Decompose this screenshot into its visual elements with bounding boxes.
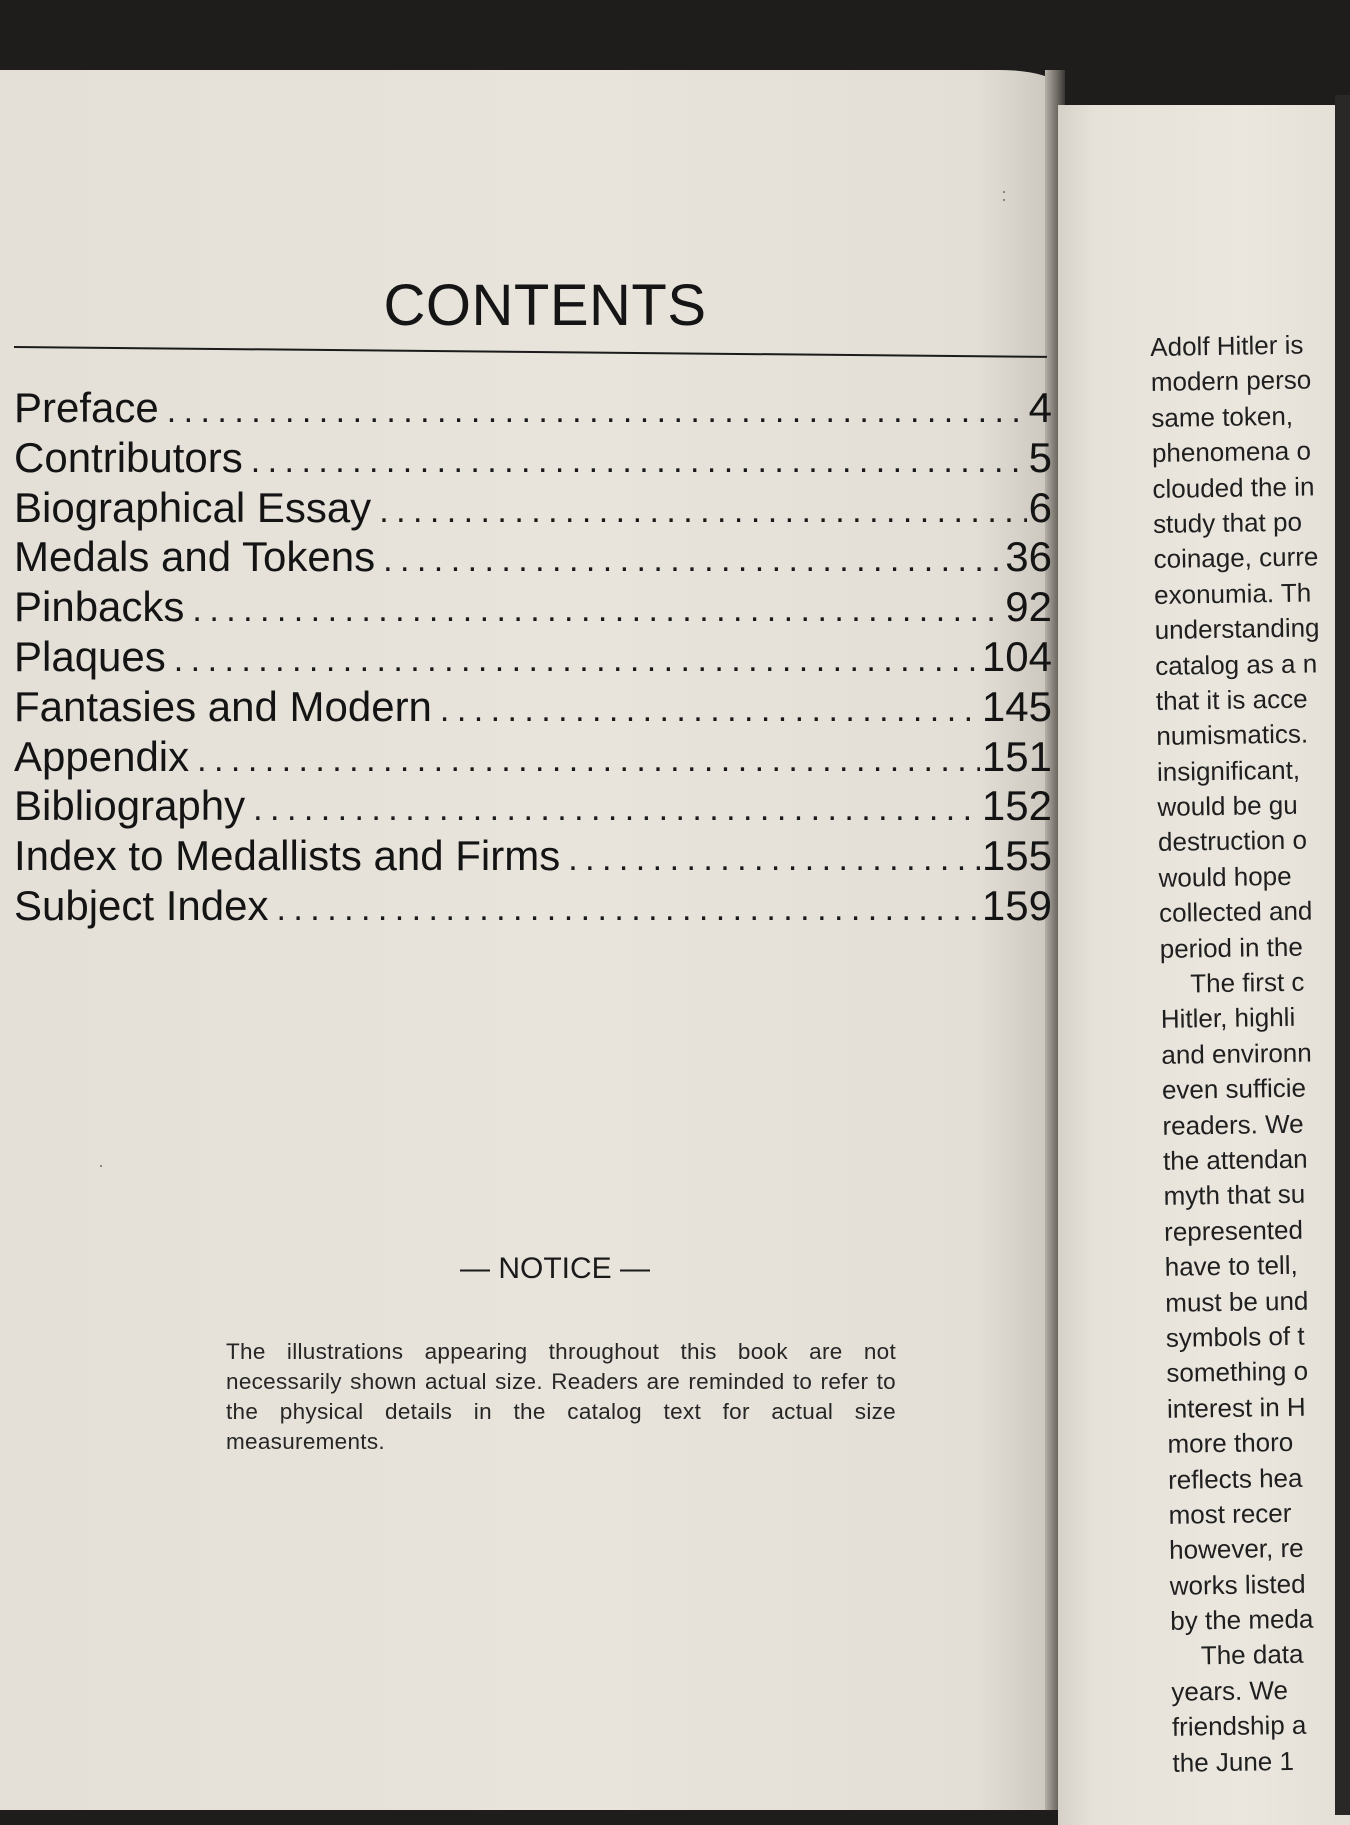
right-page-line: represented xyxy=(1163,1214,1304,1247)
toc-entry-page: 104 xyxy=(981,632,1052,680)
right-page-line: study that po xyxy=(1152,506,1303,539)
right-page-line: destruction o xyxy=(1157,825,1308,858)
toc-entry-label: Biographical Essay xyxy=(14,483,372,531)
toc-entry xyxy=(14,881,1052,931)
right-page-line: same token, xyxy=(1151,400,1294,433)
right-page-line: by the meda xyxy=(1170,1603,1314,1636)
page-title: CONTENTS xyxy=(383,273,707,338)
paper-speck xyxy=(100,1165,102,1167)
notice-text: The illustrations appearing throughout this book are not necessarily shown actual size. Readers are reminded to refer to the physical details in the catalog text for actual size measurements. xyxy=(226,1339,896,1454)
toc-entry-page: 145 xyxy=(981,682,1052,730)
right-page-line: catalog as a n xyxy=(1155,647,1318,681)
right-page-line: must be und xyxy=(1165,1285,1309,1318)
toc-dot-leader xyxy=(383,536,1003,586)
toc-dot-leader xyxy=(568,835,980,885)
right-page-line: the attendan xyxy=(1162,1143,1308,1176)
right-page-line: have to tell, xyxy=(1164,1249,1298,1283)
right-page-line: would be gu xyxy=(1157,789,1298,823)
toc-entry-label: Subject Index xyxy=(14,881,269,929)
table-of-contents xyxy=(14,383,1052,931)
right-page-line: numismatics. xyxy=(1156,718,1309,752)
toc-entry-label: Medals and Tokens xyxy=(14,533,376,581)
toc-entry-label: Appendix xyxy=(14,732,190,780)
right-page-line: something o xyxy=(1166,1355,1309,1389)
right-page-line: modern perso xyxy=(1150,364,1312,398)
toc-dot-leader xyxy=(440,686,980,736)
right-page-line: exonumia. Th xyxy=(1153,577,1312,610)
toc-entry-page: 155 xyxy=(981,832,1052,880)
right-page-line: The data xyxy=(1200,1639,1304,1671)
right-page-line: understanding xyxy=(1154,612,1320,646)
right-page-line: that it is acce xyxy=(1155,683,1308,716)
toc-entry xyxy=(14,582,1052,632)
toc-entry-page: 151 xyxy=(981,732,1052,780)
right-page-line: period in the xyxy=(1159,931,1304,964)
toc-entry xyxy=(14,433,1052,483)
toc-entry xyxy=(14,732,1052,782)
right-page-line: The first c xyxy=(1190,966,1305,999)
right-page-line: and environn xyxy=(1161,1037,1312,1070)
right-page-line: works listed xyxy=(1169,1568,1306,1601)
toc-entry xyxy=(14,483,1052,533)
toc-entry-page: 6 xyxy=(1028,483,1052,531)
right-page-line: Hitler, highli xyxy=(1160,1002,1296,1035)
toc-dot-leader xyxy=(253,785,980,835)
notice-heading: — NOTICE — xyxy=(459,1252,650,1285)
right-page-line: friendship a xyxy=(1171,1709,1307,1743)
paper-speck xyxy=(1003,199,1005,201)
toc-entry-page: 152 xyxy=(981,782,1052,830)
right-page-line: readers. We xyxy=(1162,1108,1304,1141)
right-page-line: myth that su xyxy=(1163,1179,1306,1212)
toc-entry-page: 4 xyxy=(1028,384,1052,431)
toc-entry-page: 36 xyxy=(1005,533,1052,581)
right-page-line: more thoro xyxy=(1167,1426,1294,1459)
toc-dot-leader xyxy=(277,885,980,935)
toc-dot-leader xyxy=(197,736,980,786)
right-page-line: years. We xyxy=(1171,1674,1289,1707)
right-page-line: however, re xyxy=(1168,1533,1304,1566)
right-page-line: even sufficie xyxy=(1161,1072,1307,1106)
right-page-line: collected and xyxy=(1158,895,1313,929)
toc-entry xyxy=(14,383,1052,433)
right-page-line: the June 1 xyxy=(1172,1745,1295,1778)
toc-entry-label: Pinbacks xyxy=(14,583,185,631)
toc-dot-leader xyxy=(379,487,1026,537)
right-page-line: coinage, curre xyxy=(1153,541,1319,575)
toc-dot-leader xyxy=(251,437,1027,487)
toc-dot-leader xyxy=(167,387,1027,437)
toc-entry-page: 159 xyxy=(981,881,1052,929)
toc-entry xyxy=(14,632,1052,682)
paper-speck xyxy=(1003,191,1005,193)
right-page-line: Adolf Hitler is xyxy=(1150,329,1304,362)
toc-entry-label: Fantasies and Modern xyxy=(14,682,432,730)
right-page-line: insignificant, xyxy=(1156,754,1301,787)
right-page-line: interest in H xyxy=(1166,1391,1306,1424)
right-page-line: most recer xyxy=(1168,1497,1292,1530)
toc-entry-label: Plaques xyxy=(14,632,166,680)
toc-entry-label: Bibliography xyxy=(14,782,246,830)
toc-entry-page: 92 xyxy=(1005,583,1052,631)
toc-entry xyxy=(14,532,1052,582)
right-page-line: reflects hea xyxy=(1167,1462,1303,1495)
toc-entry-label: Contributors xyxy=(14,433,243,481)
toc-dot-leader xyxy=(174,636,980,686)
toc-entry xyxy=(14,682,1052,732)
toc-entry-label: Preface xyxy=(14,384,159,431)
toc-dot-leader xyxy=(192,586,1003,636)
right-page-line: phenomena o xyxy=(1151,435,1312,469)
toc-entry xyxy=(14,781,1052,831)
right-page-text xyxy=(1150,326,1350,1781)
toc-entry-page: 5 xyxy=(1028,433,1052,481)
toc-entry xyxy=(14,831,1052,881)
toc-entry-label: Index to Medallists and Firms xyxy=(14,832,561,880)
right-page-line: would hope xyxy=(1158,860,1292,893)
right-page-line: symbols of t xyxy=(1165,1320,1305,1353)
right-page-line: clouded the in xyxy=(1152,471,1315,504)
